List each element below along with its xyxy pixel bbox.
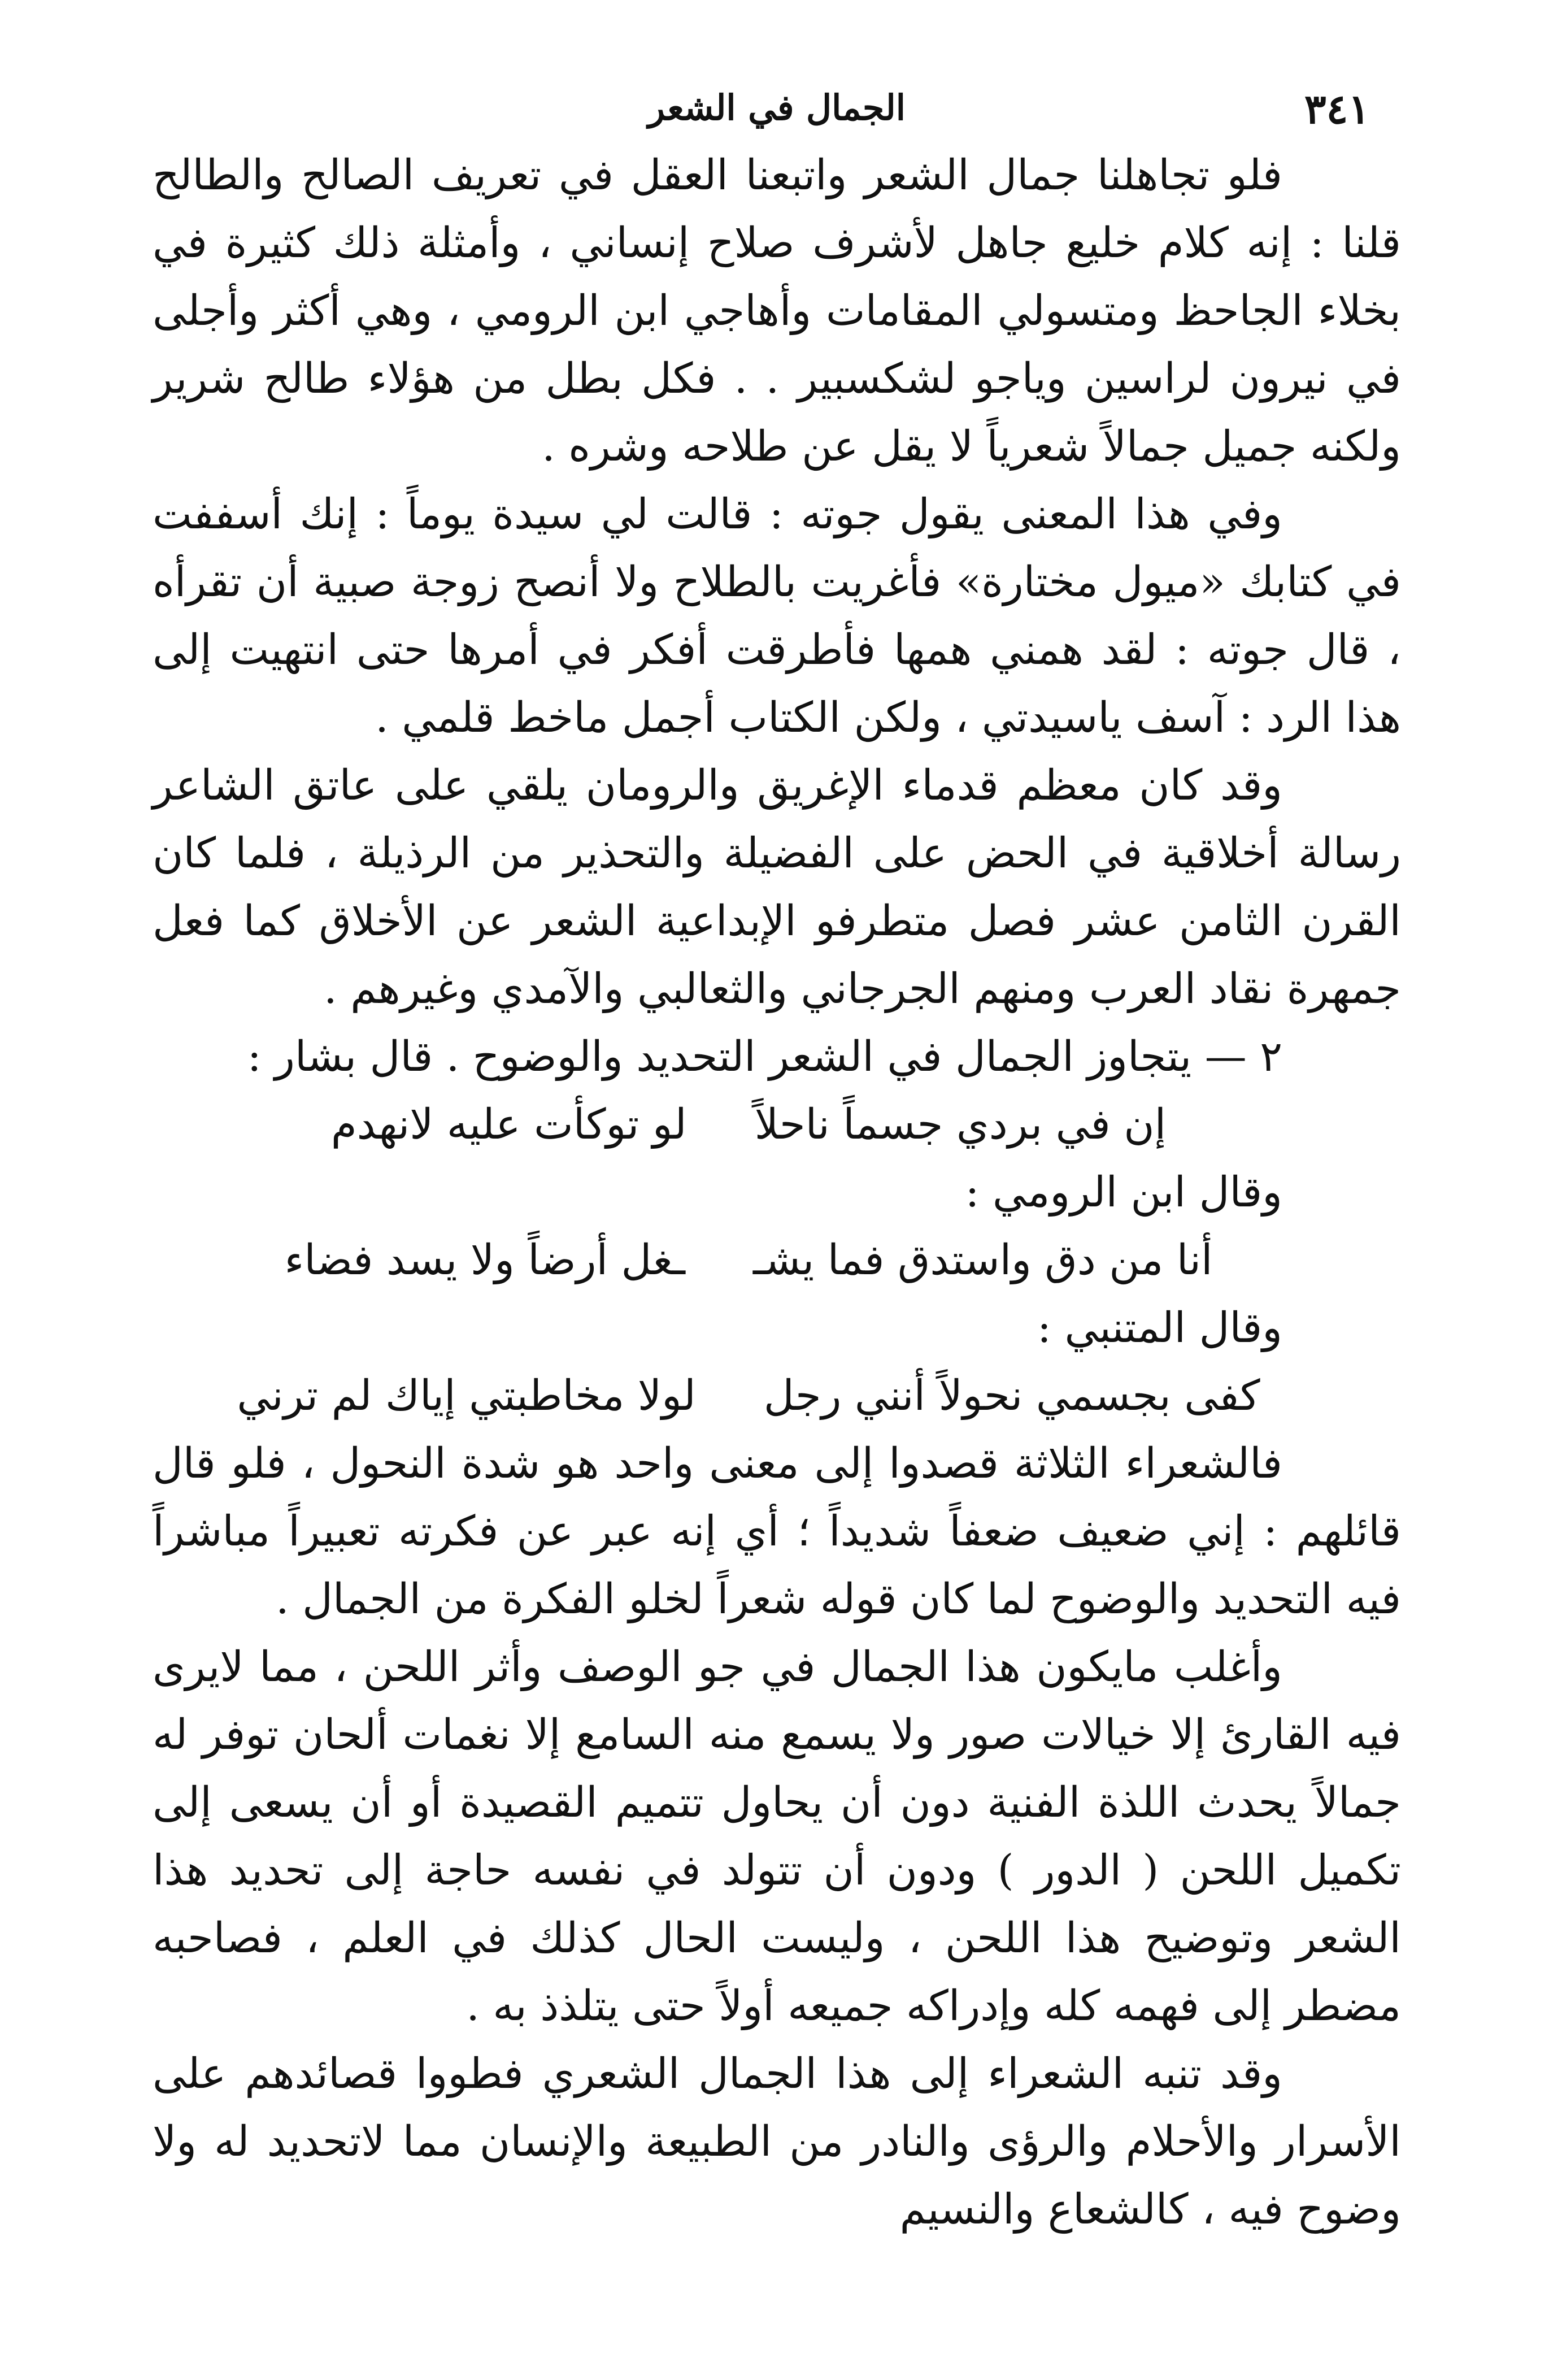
mutanabbi-intro: وقال المتنبي : (1037, 1304, 1282, 1352)
page-number: ٣٤١ (1304, 85, 1370, 133)
verse-ibn-rumi-first-hemistich: أنا من دق واستدق فما يشـ (752, 1236, 1213, 1284)
verse-bashar (153, 1091, 1401, 1158)
page-header (153, 73, 1401, 141)
verse-mutanabbi (153, 1362, 1401, 1430)
paragraph-6: وأغلب مايكون هذا الجمال في جو الوصف وأثر اللحن ، مما لايرى فيه القارئ إلا خيالات صور ولا يسمع منه السامع إلا نغمات ألحان توفر له جمالاً يحدث اللذة الفنية دون أن يحاول تتميم القصيدة أو أن يسعى إلى تكميل اللحن ( الدور ) ودون أن تتولد في نفسه حاجة إلى تحديد هذا الشعر وتوضيح هذا اللحن ، وليست الحال كذلك في العلم ، فصاحبه مضطر إلى فهمه كله وإدراكه جميعه أولاً حتى يتلذذ به . (153, 1643, 1401, 2030)
verse-bashar-first-hemistich: إن في بردي جسماً ناحلاً (754, 1100, 1167, 1149)
paragraph-3: وقد كان معظم قدماء الإغريق والرومان يلقي على عاتق الشاعر رسالة أخلاقية في الحض على الفضيلة والتحذير من الرذيلة ، فلما كان القرن الثامن عشر فصل متطرفو الإبداعية الشعر عن الأخلاق كما فعل جمهرة نقاد العرب ومنهم الجرجاني والثعالبي والآمدي وغيرهم . (153, 761, 1401, 1013)
page-body (153, 141, 1401, 2243)
paragraph-1: فلو تجاهلنا جمال الشعر واتبعنا العقل في تعريف الصالح والطالح قلنا : إنه كلام خليع جاهل لأشرف صلاح إنساني ، وأمثلة ذلك كثيرة في بخلاء الجاحظ ومتسولي المقامات وأهاجي ابن الرومي ، وهي أكثر وأجلى في نيرون لراسين وياجو لشكسبير . . فكل بطل من هؤلاء طالح شرير ولكنه جميل جمالاً شعرياً لا يقل عن طلاحه وشره . (153, 151, 1401, 471)
verse-mutanabbi-first-hemistich: كفى بجسمي نحولاً أنني رجل (763, 1371, 1260, 1420)
book-page (153, 73, 1401, 2328)
verse-ibn-rumi (153, 1226, 1401, 1294)
ibn-rumi-intro: وقال ابن الرومي : (965, 1168, 1282, 1217)
verse-ibn-rumi-second-hemistich: ـغل أرضاً ولا يسد فضاء (284, 1236, 685, 1284)
paragraph-7: وقد تنبه الشعراء إلى هذا الجمال الشعري فطووا قصائدهم على الأسرار والأحلام والرؤى والنادر من الطبيعة والإنسان مما لاتحديد له ولا وضوح فيه ، كالشعاع والنسيم (153, 2049, 1401, 2234)
verse-bashar-second-hemistich: لو توكأت عليه لانهدم (330, 1100, 687, 1149)
paragraph-2: وفي هذا المعنى يقول جوته : قالت لي سيدة يوماً : إنك أسففت في كتابك «ميول مختارة» فأغريت بالطلاح ولا أنصح زوجة صبية أن تقرأه ، قال جوته : لقد همني همها فأطرقت أفكر في أمرها حتى انتهيت إلى هذا الرد : آسف ياسيدتي ، ولكن الكتاب أجمل ماخط قلمي . (153, 490, 1401, 742)
section-2-intro: ٢ — يتجاوز الجمال في الشعر التحديد والوضوح . قال بشار : (247, 1032, 1282, 1081)
paragraph-5: فالشعراء الثلاثة قصدوا إلى معنى واحد هو شدة النحول ، فلو قال قائلهم : إني ضعيف ضعفاً شديداً ؛ أي إنه عبر عن فكرته تعبيراً مباشراً فيه التحديد والوضوح لما كان قوله شعراً لخلو الفكرة من الجمال . (153, 1439, 1401, 1623)
running-title: الجمال في الشعر (648, 86, 906, 128)
verse-mutanabbi-second-hemistich: لولا مخاطبتي إياك لم ترني (237, 1371, 696, 1420)
